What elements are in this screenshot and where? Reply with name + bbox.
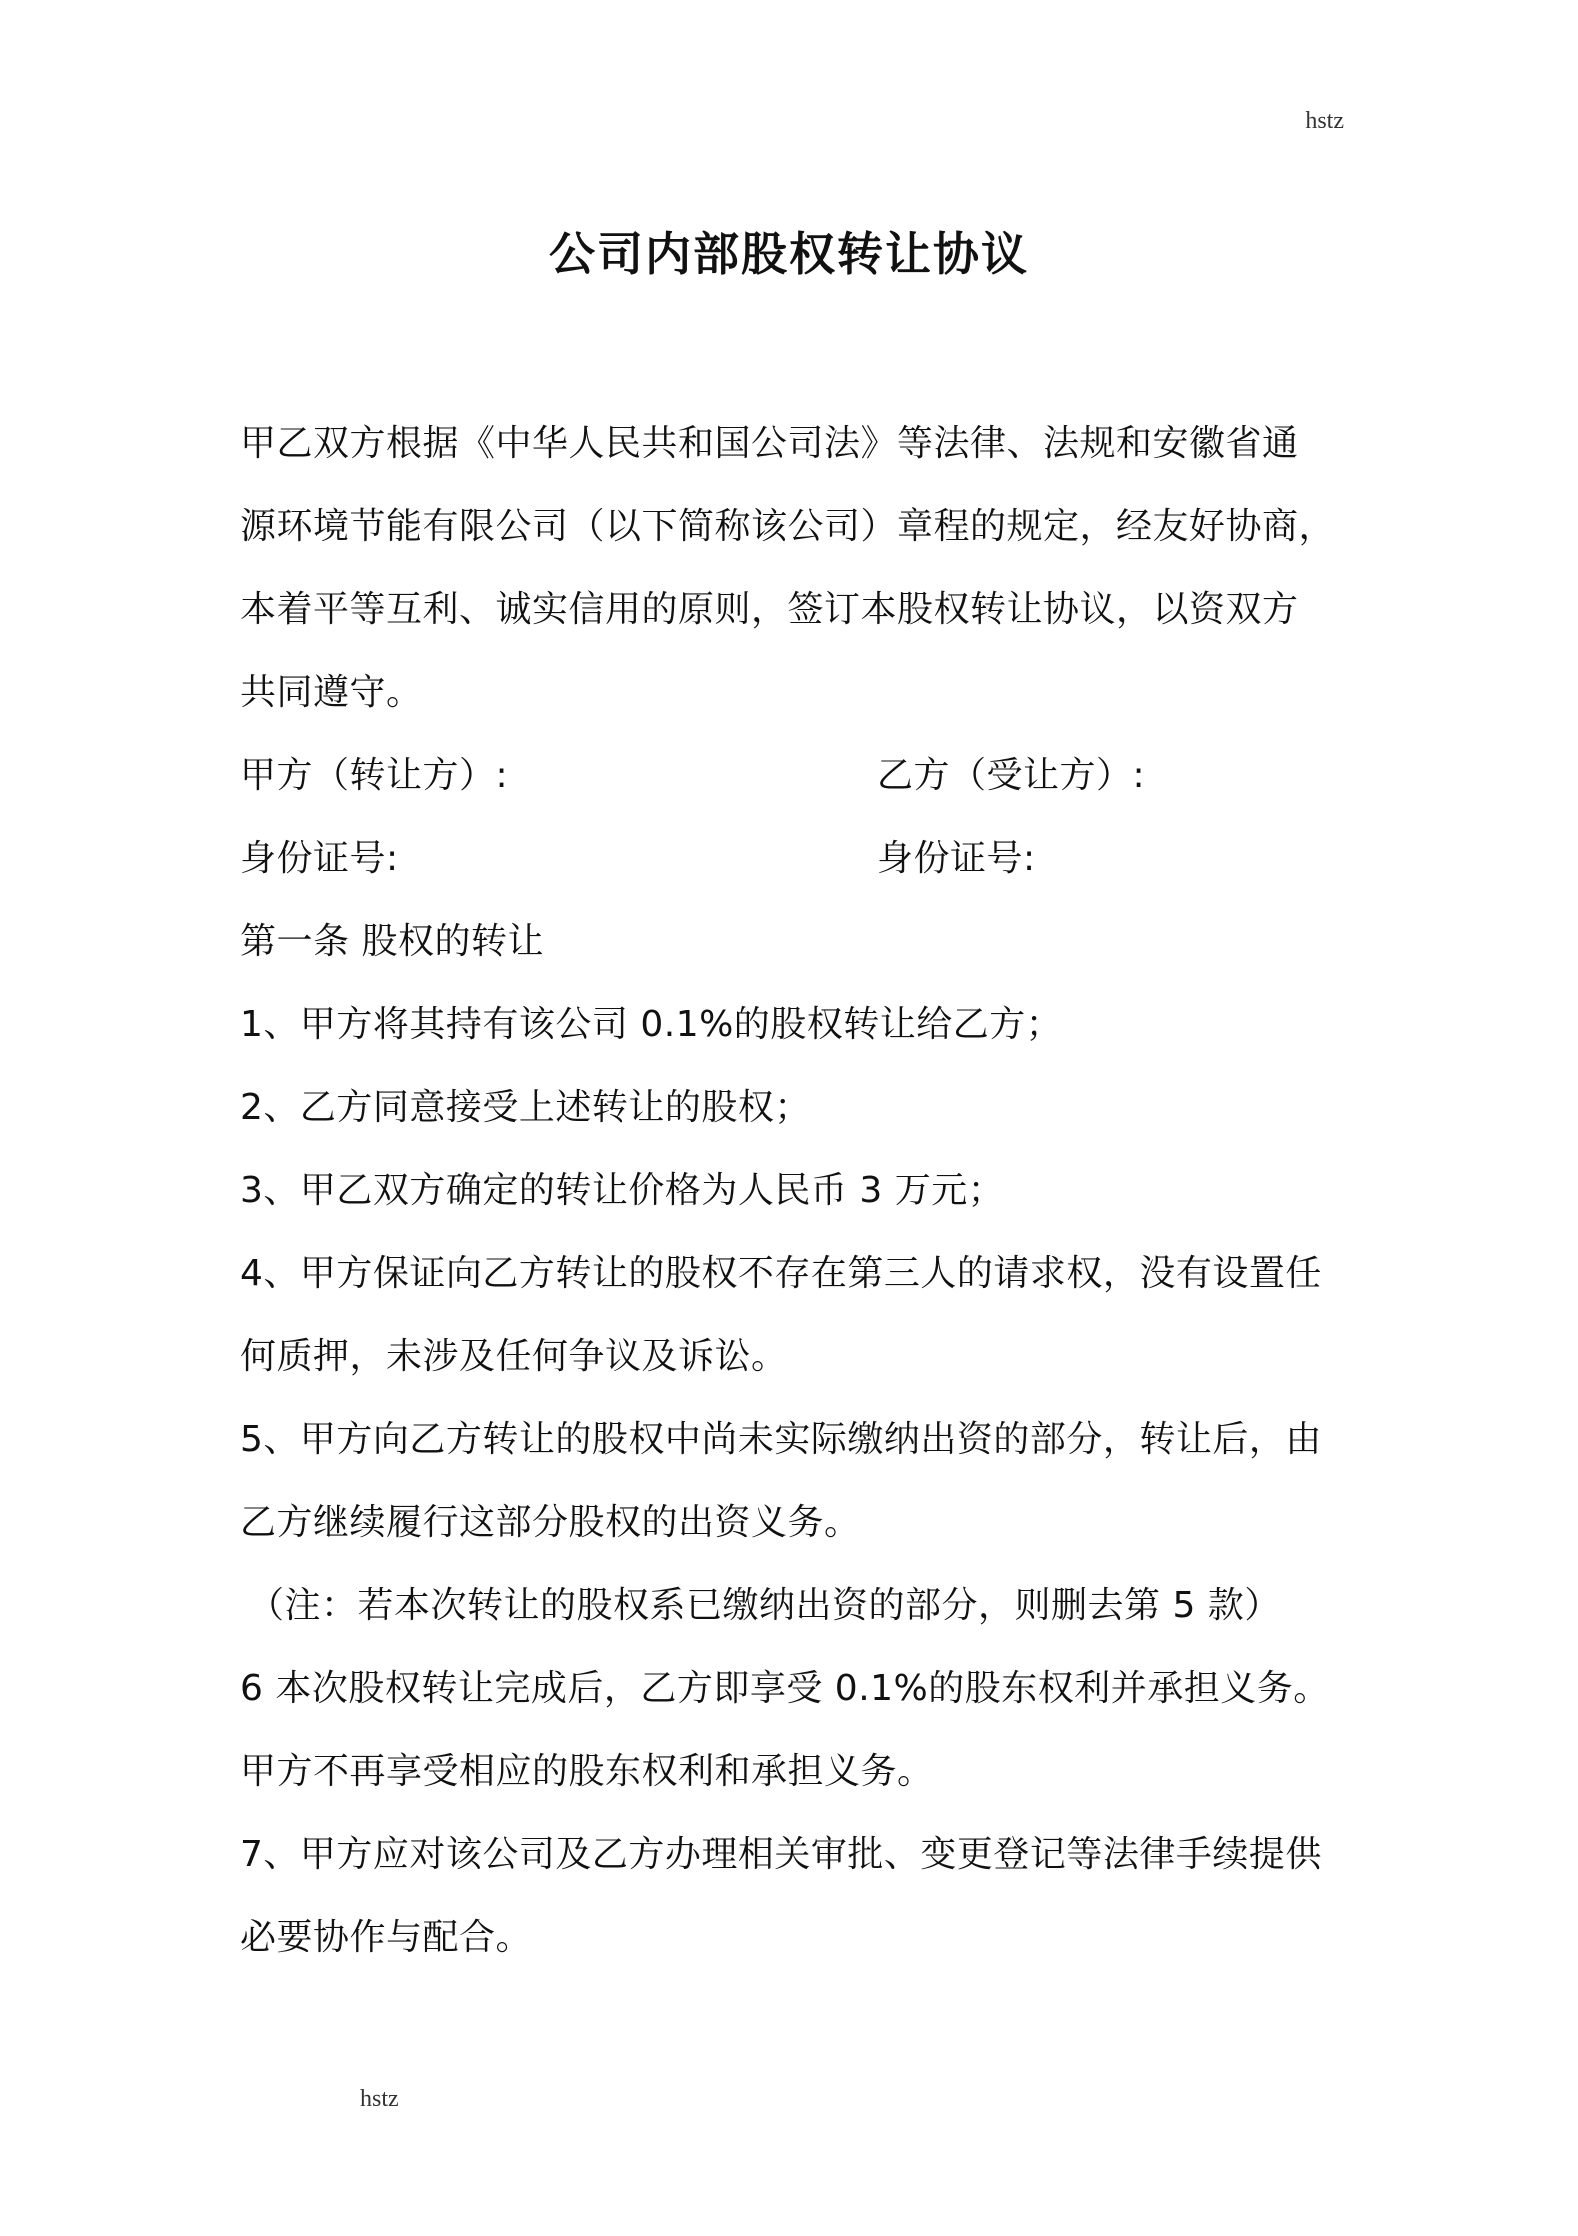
id-b-label: 身份证号: [877, 838, 1036, 879]
clause-line: 5、甲方向乙方转让的股权中尚未实际缴纳出资的部分，转让后，由 [240, 1419, 1322, 1460]
clause-line: 乙方继续履行这部分股权的出资义务。 [240, 1502, 861, 1543]
intro-line: 甲乙双方根据《中华人民共和国公司法》等法律、法规和安徽省通 [240, 423, 1299, 464]
clause-line: 2、乙方同意接受上述转让的股权； [240, 1087, 811, 1128]
note-line: （注：若本次转让的股权系已缴纳出资的部分，则删去第 5 款） [248, 1585, 1281, 1626]
clause-line: 必要协作与配合。 [240, 1917, 533, 1958]
clause-line: 1、甲方将其持有该公司 0.1%的股权转让给乙方； [240, 1004, 1063, 1045]
header-watermark: hstz [1305, 108, 1344, 134]
intro-line: 本着平等互利、诚实信用的原则，签订本股权转让协议，以资双方 [240, 589, 1299, 630]
clause-line: 6 本次股权转让完成后，乙方即享受 0.1%的股东权利并承担义务。 [240, 1668, 1330, 1709]
clause-line: 4、甲方保证向乙方转让的股权不存在第三人的请求权，没有设置任 [240, 1253, 1322, 1294]
intro-line: 共同遵守。 [240, 672, 423, 713]
document-body [240, 402, 1350, 1979]
intro-line: 源环境节能有限公司（以下简称该公司）章程的规定，经友好协商， [240, 506, 1336, 547]
party-a-label: 甲方（转让方）: [240, 755, 509, 796]
footer-watermark: hstz [360, 2086, 399, 2112]
id-a-label: 身份证号: [240, 838, 399, 879]
document-title: 公司内部股权转让协议 [549, 227, 1029, 281]
article-heading: 第一条 股权的转让 [240, 921, 544, 962]
clause-line: 7、甲方应对该公司及乙方办理相关审批、变更登记等法律手续提供 [240, 1834, 1322, 1875]
clause-line: 何质押，未涉及任何争议及诉讼。 [240, 1336, 788, 1377]
id-row [240, 817, 1350, 900]
party-row [240, 734, 1350, 817]
party-b-label: 乙方（受让方）: [877, 755, 1146, 796]
clause-line: 3、甲乙双方确定的转让价格为人民币 3 万元； [240, 1170, 1005, 1211]
clause-line: 甲方不再享受相应的股东权利和承担义务。 [240, 1751, 934, 1792]
